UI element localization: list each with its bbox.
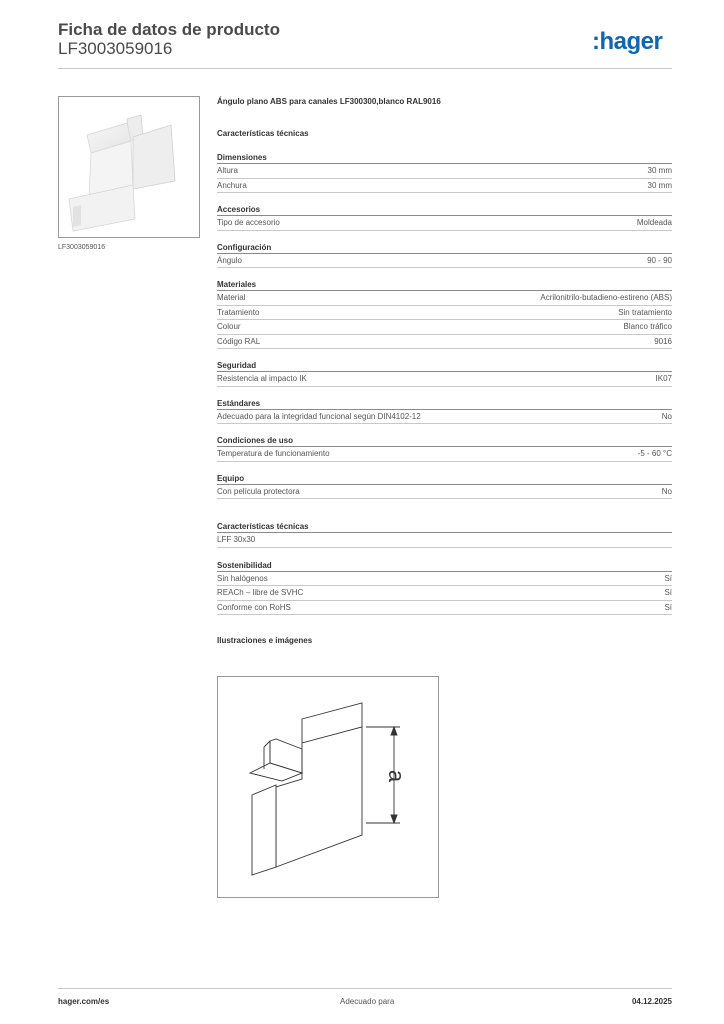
spec-value: IK07: [655, 374, 672, 383]
page-title: Ficha de datos de producto: [58, 20, 280, 39]
spec-group: [217, 277, 672, 349]
group-heading: Equipo: [217, 471, 672, 485]
spec-value: Sin tratamiento: [618, 307, 672, 317]
spec-label: LFF 30x30: [217, 535, 256, 544]
spec-row: [217, 601, 672, 616]
spec-label: Temperatura de funcionamiento: [217, 449, 330, 458]
spec-value: Blanco tráfico: [623, 322, 672, 331]
group-heading: Accesorios: [217, 202, 672, 216]
spec-group: [217, 358, 672, 387]
spec-row: [217, 410, 672, 425]
logo-dots: :: [592, 28, 600, 55]
group-heading: Seguridad: [217, 358, 672, 372]
spec-row: [217, 335, 672, 350]
tech-group: [217, 519, 672, 548]
spec-value: 90 - 90: [647, 255, 672, 265]
spec-row: [217, 179, 672, 194]
spec-label: Resistencia al impacto IK: [217, 374, 307, 383]
group-heading: Condiciones de uso: [217, 433, 672, 447]
spec-row: [217, 216, 672, 231]
product-render-icon: [59, 97, 199, 237]
spec-label: Ángulo: [217, 255, 242, 265]
product-reference: LF3003059016: [58, 39, 173, 58]
spec-content: [217, 96, 672, 647]
spec-row: [217, 372, 672, 387]
spec-group: [217, 150, 672, 193]
spec-value: 30 mm: [647, 166, 672, 175]
spec-value: -5 - 60 °C: [637, 449, 672, 458]
logo-text: hager: [599, 28, 663, 55]
spec-row: [217, 586, 672, 601]
group-heading: Sostenibilidad: [217, 558, 672, 572]
spec-row: [217, 572, 672, 587]
spec-label: Adecuado para la integridad funcional según DIN4102-12: [217, 411, 421, 421]
spec-label: Sin halógenos: [217, 573, 268, 583]
product-title: Ángulo plano ABS para canales LF300300,blanco RAL9016: [217, 97, 441, 106]
spec-value: 9016: [654, 336, 672, 346]
dimension-label: a: [384, 769, 410, 783]
spec-value: 30 mm: [647, 180, 672, 190]
product-image: [58, 96, 200, 238]
group-heading: Dimensiones: [217, 150, 672, 164]
spec-label: Código RAL: [217, 336, 261, 346]
header-divider: [58, 68, 672, 69]
spec-row: [217, 533, 672, 548]
spec-groups: [217, 150, 672, 499]
spec-value: No: [661, 411, 672, 421]
image-caption: LF3003059016: [58, 244, 106, 251]
spec-row: [217, 291, 672, 306]
spec-label: Anchura: [217, 180, 247, 190]
footer-date: 04.12.2025: [631, 997, 672, 1006]
spec-value: Acrilonitrilo-butadieno-estireno (ABS): [540, 293, 672, 302]
spec-row: [217, 306, 672, 321]
spec-group: [217, 471, 672, 500]
spec-label: Material: [217, 293, 246, 302]
section-heading: Características técnicas: [217, 129, 309, 138]
footer-note: Adecuado para: [340, 997, 395, 1006]
spec-value: Sí: [664, 588, 672, 597]
angle-drawing-icon: [218, 677, 438, 897]
spec-value: Moldeada: [636, 218, 672, 227]
spec-group: [217, 433, 672, 462]
hager-logo: [592, 28, 662, 56]
spec-label: Altura: [217, 166, 238, 175]
spec-row: [217, 320, 672, 335]
spec-label: Conforme con RoHS: [217, 602, 291, 612]
spec-row: [217, 485, 672, 500]
group-heading: Características técnicas: [217, 519, 672, 533]
footer-divider: [58, 988, 672, 989]
spec-row: [217, 254, 672, 269]
sustain-group: [217, 558, 672, 616]
group-heading: Configuración: [217, 240, 672, 254]
spec-value: No: [661, 486, 672, 496]
spec-row: [217, 447, 672, 462]
spec-label: Con película protectora: [217, 486, 300, 496]
group-heading: Estándares: [217, 396, 672, 410]
spec-label: REACh – libre de SVHC: [217, 588, 304, 597]
spec-value: Sí: [664, 602, 672, 612]
spec-group: [217, 202, 672, 231]
spec-value: Sí: [664, 573, 672, 583]
spec-label: Tratamiento: [217, 307, 260, 317]
spec-label: Colour: [217, 322, 241, 331]
group-heading: Materiales: [217, 277, 672, 291]
footer-website-link[interactable]: hager.com/es: [58, 997, 110, 1006]
spec-label: Tipo de accesorio: [217, 218, 280, 227]
spec-group: [217, 240, 672, 269]
spec-row: [217, 164, 672, 179]
illustrations-heading: Ilustraciones e imágenes: [217, 636, 313, 645]
spec-group: [217, 396, 672, 425]
technical-drawing: [217, 676, 439, 898]
